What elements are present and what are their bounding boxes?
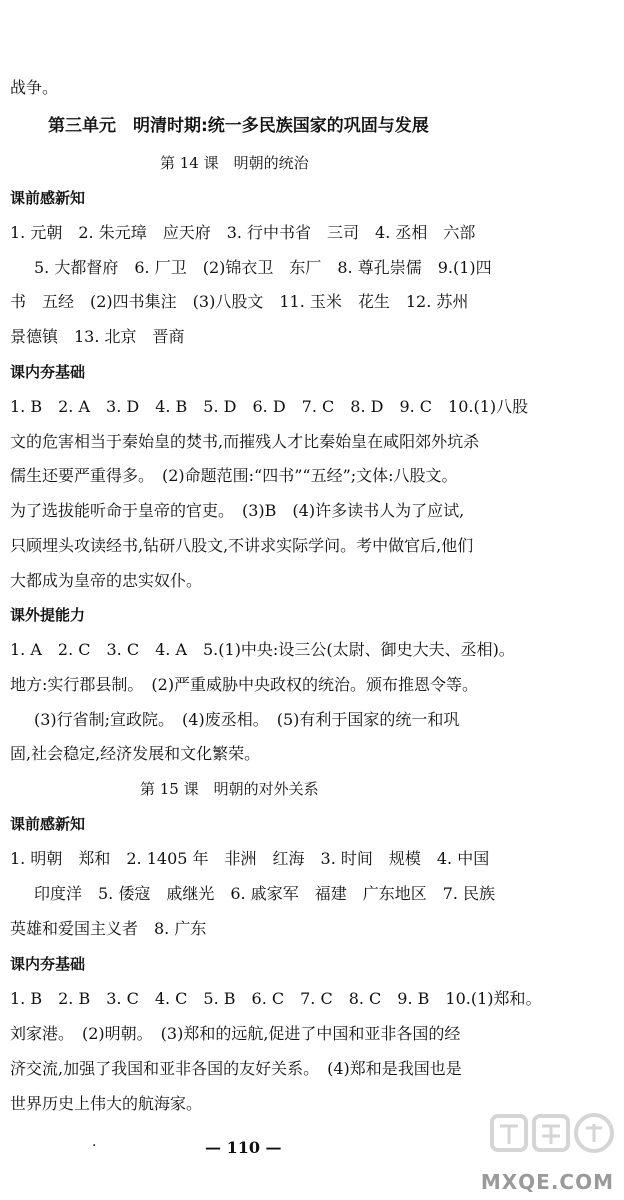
text-line: 1. B 2. B 3. C 4. C 5. B 6. C 7. C 8. C 9. B 10.(1)郑和。 [10,989,542,1008]
text-line: 刘家港。 (2)明朝。 (3)郑和的远航,促进了中国和亚非各国的经 [10,1024,461,1043]
lesson-title: 第 14 课 明朝的统治 [160,154,309,172]
text-line: 只顾埋头攻读经书,钻研八股文,不讲求实际学问。考中做官后,他们 [10,536,474,555]
text-line: 1. B 2. A 3. D 4. B 5. D 6. D 7. C 8. D 9. C 10.(1)八股 [10,397,529,416]
page-number: — 110 — [205,1138,282,1157]
section-heading: 课内夯基础 [10,363,86,381]
text-line: 儒生还要严重得多。 (2)命题范围:“四书”“五经”;文体:八股文。 [10,466,458,485]
section-heading: 课外提能力 [10,606,86,624]
text-line: 为了选拔能听命于皇帝的官吏。 (3)B (4)许多读书人为了应试, [10,501,465,520]
section-heading: 课前感新知 [10,189,86,207]
text-line: 文的危害相当于秦始皇的焚书,而摧残人才比秦始皇在咸阳郊外坑杀 [10,432,480,451]
text-line: 战争。 [10,78,59,97]
section-heading: 课内夯基础 [10,955,86,973]
text-line: 固,社会稳定,经济发展和文化繁荣。 [10,744,261,763]
watermark-text: MXQE.COM [480,1170,614,1194]
text-line: 景德镇 13. 北京 晋商 [10,327,185,346]
dot-mark: . [92,1134,97,1150]
text-line: 1. A 2. C 3. C 4. A 5.(1)中央:设三公(太尉、御史大夫、丞相)。 [10,640,515,659]
text-line: 大都成为皇帝的忠实奴仆。 [10,571,203,590]
text-line: 济交流,加强了我国和亚非各国的友好关系。 (4)郑和是我国也是 [10,1059,462,1078]
text-line: 世界历史上伟大的航海家。 [10,1094,203,1113]
text-line: 1. 明朝 郑和 2. 1405 年 非洲 红海 3. 时间 规模 4. 中国 [10,849,490,868]
unit-title: 第三单元 明清时期:统一多民族国家的巩固与发展 [48,116,429,136]
section-heading: 课前感新知 [10,815,86,833]
text-line: 地方:实行郡县制。 (2)严重威胁中央政权的统治。颁布推恩令等。 [10,675,479,694]
text-line: (3)行省制;宣政院。 (4)废丞相。 (5)有利于国家的统一和巩 [34,710,460,729]
text-line: 英雄和爱国主义者 8. 广东 [10,919,207,938]
text-line: 5. 大都督府 6. 厂卫 (2)锦衣卫 东厂 8. 尊孔崇儒 9.(1)四 [34,258,492,277]
text-line: 1. 元朝 2. 朱元璋 应天府 3. 行中书省 三司 4. 丞相 六部 [10,223,476,242]
text-line: 书 五经 (2)四书集注 (3)八股文 11. 玉米 花生 12. 苏州 [10,292,469,311]
text-line: 印度洋 5. 倭寇 戚继光 6. 戚家军 福建 广东地区 7. 民族 [34,884,496,903]
lesson-title: 第 15 课 明朝的对外关系 [140,780,319,798]
